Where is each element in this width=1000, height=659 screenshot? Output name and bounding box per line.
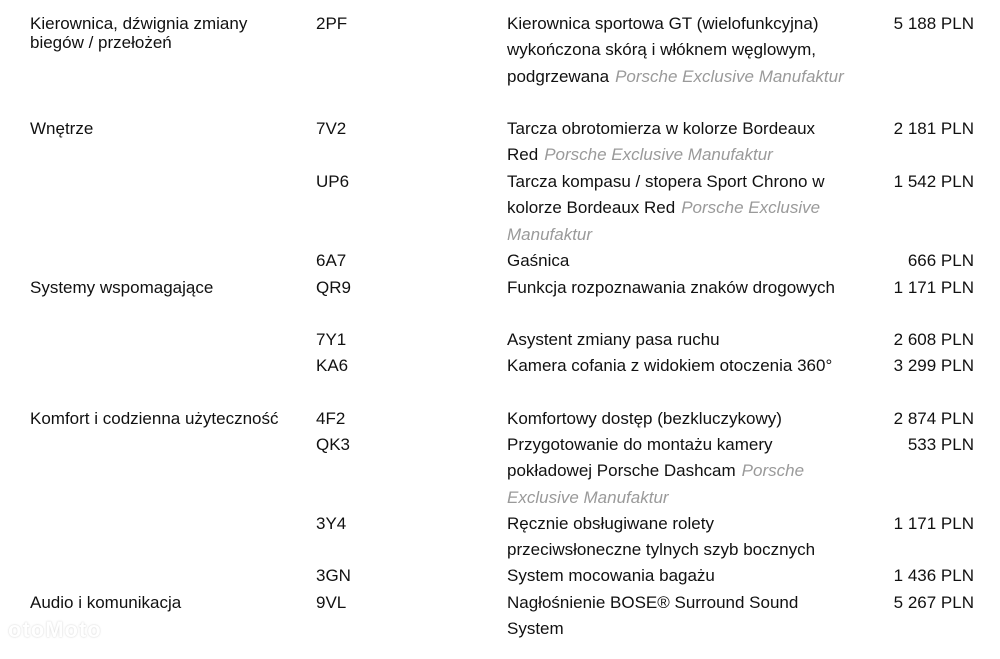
- option-description: [507, 275, 847, 301]
- option-description: [507, 406, 847, 432]
- exclusive-tag: Porsche Exclusive Manufaktur: [615, 66, 844, 86]
- exclusive-tag: Porsche Exclusive Manufaktur: [544, 145, 773, 165]
- option-description-text: Przygotowanie do montażu kamery pokładowej Porsche Dashcam: [507, 435, 773, 481]
- option-price: 1 171 PLN: [893, 278, 974, 297]
- option-description: [507, 11, 847, 90]
- option-description-text: Tarcza obrotomierza w kolorze Bordeaux Red: [507, 119, 816, 165]
- option-category: Systemy wspomagające: [30, 278, 214, 297]
- option-code: KA6: [316, 356, 349, 375]
- option-category: Komfort i codzienna użyteczność: [30, 409, 279, 428]
- option-description-text: Gaśnica: [507, 251, 570, 270]
- option-description: [507, 327, 847, 353]
- option-price: 666 PLN: [907, 251, 974, 270]
- option-category: Kierownica, dźwignia zmiany biegów / przełożeń: [30, 14, 248, 52]
- option-price: 5 188 PLN: [893, 14, 974, 33]
- option-code: QR9: [316, 278, 351, 297]
- option-price: 1 436 PLN: [893, 566, 974, 585]
- option-price: 5 267 PLN: [893, 593, 974, 612]
- option-code: UP6: [316, 172, 350, 191]
- option-description-text: System mocowania bagażu: [507, 566, 715, 585]
- option-price: 1 542 PLN: [893, 172, 974, 191]
- option-category: Wnętrze: [30, 119, 94, 138]
- exclusive-tag: Porsche Exclusive Manufaktur: [507, 198, 821, 244]
- option-price: 3 299 PLN: [893, 356, 974, 375]
- option-price: 2 181 PLN: [893, 119, 974, 138]
- option-description-text: Kierownica sportowa GT (wielofunkcyjna) wykończona skórą i włóknem węglowym, podgrzewana: [507, 14, 819, 86]
- option-description: [507, 511, 847, 564]
- option-category: Audio i komunikacja: [30, 593, 182, 612]
- option-code: QK3: [316, 435, 351, 454]
- option-code: 3Y4: [316, 514, 347, 533]
- option-code: 9VL: [316, 593, 347, 612]
- option-description-text: Funkcja rozpoznawania znaków drogowych: [507, 278, 835, 297]
- option-price: 1 171 PLN: [893, 514, 974, 533]
- option-description-text: Nagłośnienie BOSE® Surround Sound System: [507, 593, 799, 639]
- option-code: 2PF: [316, 14, 348, 33]
- option-description-text: Komfortowy dostęp (bezkluczykowy): [507, 409, 782, 428]
- option-description: [507, 563, 847, 589]
- option-description: [507, 432, 847, 511]
- option-price: 2 608 PLN: [893, 330, 974, 349]
- exclusive-tag: Porsche Exclusive Manufaktur: [507, 461, 805, 507]
- option-code: 7V2: [316, 119, 347, 138]
- option-description: [507, 169, 847, 248]
- option-description-text: Asystent zmiany pasa ruchu: [507, 330, 720, 349]
- option-description: [507, 248, 847, 274]
- option-description: [507, 116, 847, 169]
- option-code: 6A7: [316, 251, 347, 270]
- option-description: [507, 353, 847, 379]
- option-code: 4F2: [316, 409, 346, 428]
- option-code: 7Y1: [316, 330, 347, 349]
- option-description-text: Ręcznie obsługiwane rolety przeciwsłoneczne tylnych szyb bocznych: [507, 514, 816, 560]
- option-price: 2 874 PLN: [893, 409, 974, 428]
- option-description: [507, 590, 847, 643]
- option-description-text: Tarcza kompasu / stopera Sport Chrono w kolorze Bordeaux Red: [507, 172, 825, 218]
- option-price: 533 PLN: [907, 435, 974, 454]
- option-code: 3GN: [316, 566, 351, 585]
- watermark-logo: otoMoto: [8, 617, 102, 642]
- option-description-text: Kamera cofania z widokiem otoczenia 360°: [507, 356, 833, 375]
